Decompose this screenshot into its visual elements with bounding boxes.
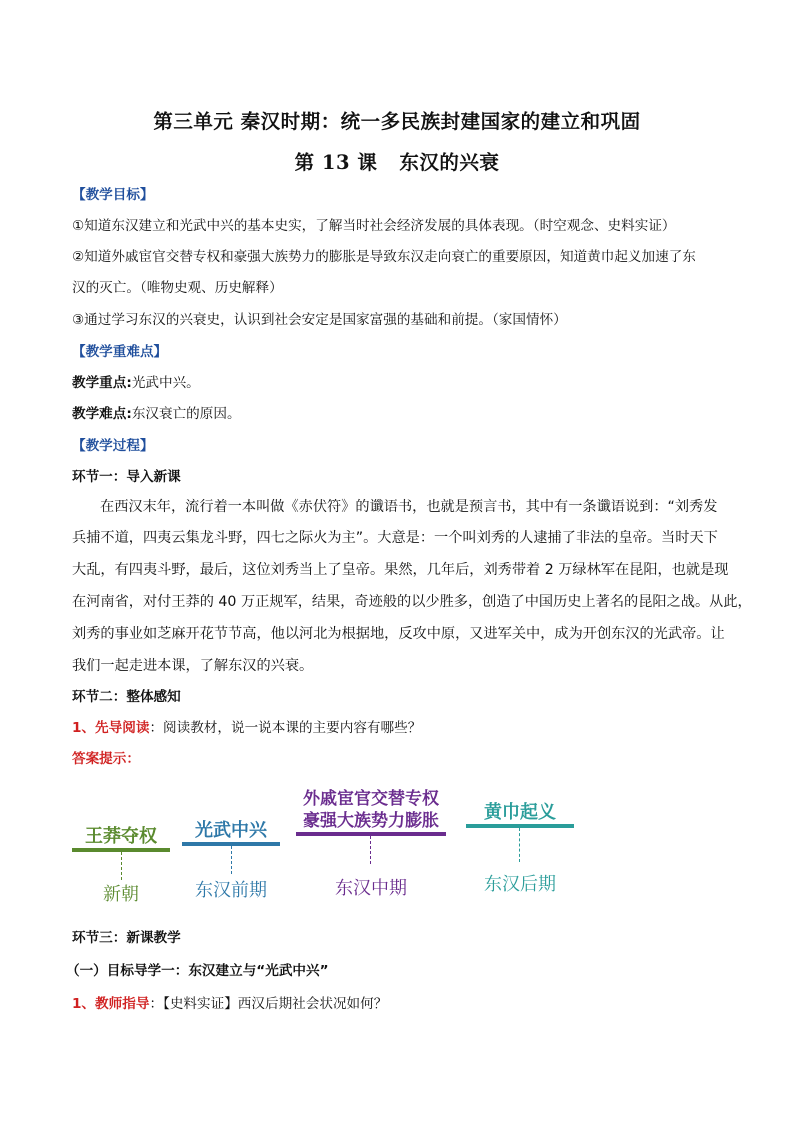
intro-paragraph-line-5: 刘秀的事业如芝麻开花节节高，他以河北为根据地，反攻中原，又进军关中，成为开创东汉的光武帝。让	[72, 626, 725, 642]
lesson-number: 第 13 课	[294, 151, 378, 174]
answer-hint-label: 答案提示：	[72, 751, 140, 767]
timeline-event-1: 王莽夺权	[85, 826, 157, 847]
timeline-period-3: 东汉中期	[335, 878, 407, 899]
teacher-guide-label: 1、教师指导	[72, 996, 150, 1012]
intro-paragraph-line-4: 在河南省，对付王莽的 40 万正规军，结果，奇迹般的以少胜多，创造了中国历史上著名的昆阳之战。从此，	[72, 594, 752, 610]
timeline-event-3-line-2: 豪强大族势力膨胀	[303, 811, 439, 831]
step-2-heading: 环节二：整体感知	[72, 689, 181, 705]
lesson-name: 东汉的兴衰	[399, 151, 500, 174]
timeline-tick-2	[231, 846, 232, 874]
unit-title: 第三单元 秦汉时期：统一多民族封建国家的建立和巩固	[153, 110, 641, 133]
timeline-tick-4	[519, 828, 520, 862]
pre-reading-text: ：阅读教材，说一说本课的主要内容有哪些？	[149, 720, 422, 736]
timeline-event-2: 光武中兴	[195, 820, 267, 841]
key-point-text: 光武中兴。	[131, 375, 200, 391]
process-heading: 【教学过程】	[72, 438, 154, 454]
intro-paragraph-line-6: 我们一起走进本课，了解东汉的兴衰。	[72, 658, 314, 674]
timeline-bar-4	[466, 824, 574, 828]
pre-reading	[72, 718, 732, 738]
timeline-period-1: 新朝	[103, 884, 139, 905]
intro-paragraph-line-3: 大乱，有四夷斗野，最后，这位刘秀当上了皇帝。果然，几年后，刘秀带着 2 万绿林军在昆阳，也就是现	[72, 562, 729, 578]
intro-paragraph-line-2: 兵捕不道，四夷云集龙斗野，四七之际火为主”。大意是：一个叫刘秀的人逮捕了非法的皇帝。当时天下	[72, 530, 718, 546]
step-3-heading: 环节三：新课教学	[72, 930, 181, 946]
key-points-heading: 【教学重难点】	[72, 344, 168, 360]
timeline-bar-3	[296, 832, 446, 836]
timeline-tick-1	[121, 852, 122, 880]
timeline-tick-3	[370, 836, 371, 864]
teacher-guide-text: ：【史料实证】西汉后期社会状况如何？	[149, 996, 388, 1012]
difficult-point-label: 教学难点:	[72, 406, 132, 422]
timeline-period-2: 东汉前期	[195, 880, 267, 901]
difficult-point-text: 东汉衰亡的原因。	[131, 406, 241, 422]
goal-guide-heading: （一）目标导学一：东汉建立与“光武中兴”	[66, 963, 329, 979]
pre-reading-label: 1、先导阅读	[72, 720, 150, 736]
timeline-event-3-line-1: 外戚宦官交替专权	[303, 789, 439, 809]
teacher-guide	[72, 994, 732, 1014]
timeline-event-4: 黄巾起义	[484, 802, 556, 823]
goal-1: ①知道东汉建立和光武中兴的基本史实，了解当时社会经济发展的具体表现。（时空观念、史料实证）	[72, 218, 676, 234]
key-point-label: 教学重点:	[72, 375, 132, 391]
intro-paragraph-line-1: 在西汉末年，流行着一本叫做《赤伏符》的谶语书，也就是预言书，其中有一条谶语说到：“刘秀发	[100, 499, 718, 515]
key-point	[72, 373, 732, 393]
step-1-heading: 环节一：导入新课	[72, 469, 181, 485]
goals-heading: 【教学目标】	[72, 187, 154, 203]
lesson-title	[0, 147, 794, 175]
difficult-point	[72, 404, 732, 424]
goal-3: ③通过学习东汉的兴衰史，认识到社会安定是国家富强的基础和前提。（家国情怀）	[72, 312, 567, 328]
timeline-period-4: 东汉后期	[484, 874, 556, 895]
goal-2-line-1: ②知道外戚宦官交替专权和豪强大族势力的膨胀是导致东汉走向衰亡的重要原因，知道黄巾起义加速了东	[72, 249, 696, 265]
goal-2-line-2: 汉的灭亡。（唯物史观、历史解释）	[72, 280, 283, 296]
